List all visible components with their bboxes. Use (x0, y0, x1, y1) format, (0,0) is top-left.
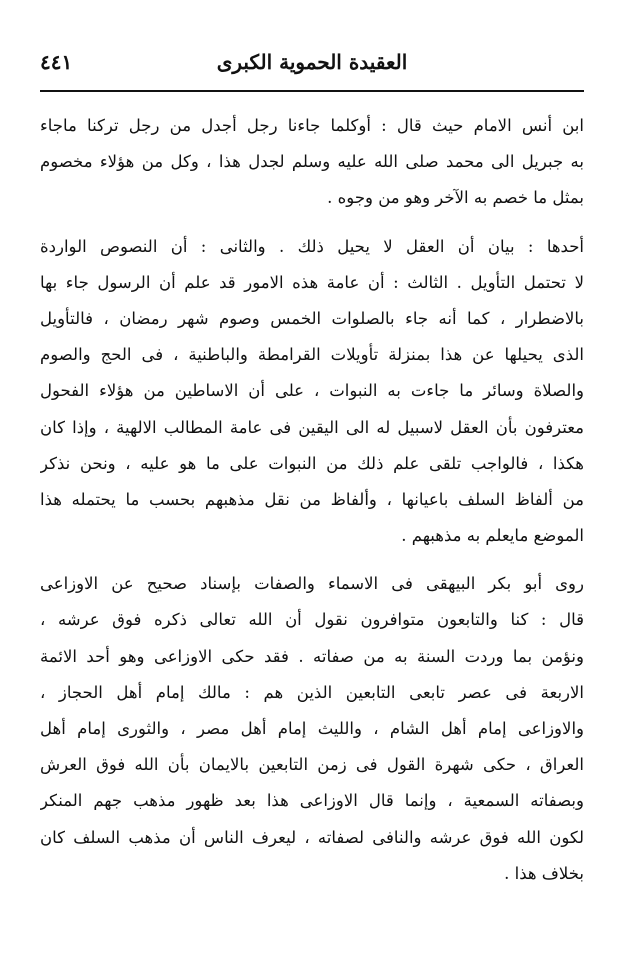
text-line: والصلاة وسائر ما جاءت به النبوات ، على أن الاساطين من هؤلاء الفحول (40, 381, 584, 401)
paragraph-3 (40, 566, 584, 892)
text-line: ونؤمن بما وردت السنة به من صفاته . فقد حكى الاوزاعى وهو أحد الائمة (40, 646, 584, 666)
paragraph-1 (40, 108, 584, 217)
text-line: لا تحتمل التأويل . الثالث : أن عامة هذه الامور قد علم أن الرسول جاء بها (40, 272, 584, 292)
text-line: هكذا ، فالواجب تلقى علم ذلك من النبوات على ما هو عليه ، ونحن نذكر (40, 453, 584, 473)
text-line: أحدها : بيان أن العقل لا يحيل ذلك . والثانى : أن النصوص الواردة (40, 236, 584, 256)
text-line: بالاضطرار ، كما أنه جاء بالصلوات الخمس وصوم شهر رمضان ، فالتأويل (40, 308, 584, 328)
text-line: لكون الله فوق عرشه والنافى لصفاته ، ليعرف الناس أن مذهب السلف كان (40, 827, 584, 847)
text-line: روى أبو بكر البيهقى فى الاسماء والصفات بإسناد صحيح عن الاوزاعى (40, 574, 584, 594)
text-line: الاربعة فى عصر تابعى التابعين الذين هم : مالك إمام أهل الحجاز ، (40, 682, 584, 702)
text-line: الذى يحيلها عن هذا بمنزلة تأويلات القرامطة والباطنية ، فى الحج والصوم (40, 345, 584, 365)
text-line: العراق ، حكى شهرة القول فى زمن التابعين بالايمان بأن الله فوق العرش (40, 755, 584, 775)
page-body (40, 108, 584, 904)
text-line: ابن أنس الامام حيث قال : أوكلما جاءنا رجل أجدل من رجل تركنا ماجاء (40, 116, 584, 135)
text-line: الموضع مايعلم به مذهبهم . (401, 526, 584, 546)
page-number: ٤٤١ (40, 50, 73, 74)
text-line: والاوزاعى إمام أهل الشام ، والليث إمام أهل مصر ، والثورى إمام أهل (40, 719, 584, 738)
text-line: وبصفاته السمعية ، وإنما قال الاوزاعى هذا بعد ظهور مذهب جهم المنكر (40, 791, 584, 811)
text-line: قال : كنا والتابعون متوافرون نقول أن الله تعالى ذكره فوق عرشه ، (40, 610, 584, 630)
text-line: من ألفاظ السلف باعيانها ، وألفاظ من نقل مذهبهم بحسب ما يحتمله هذا (40, 489, 584, 509)
paragraph-2 (40, 229, 584, 555)
text-line: به جبريل الى محمد صلى الله عليه وسلم لجدل هذا ، وكل من هؤلاء مخصوم (40, 152, 584, 172)
running-title: العقيدة الحموية الكبرى (216, 50, 408, 74)
header-rule (40, 90, 584, 92)
text-line: بخلاف هذا . (504, 863, 584, 883)
text-line: بمثل ما خصم به الآخر وهو من وجوه . (327, 188, 584, 208)
page-header (40, 40, 584, 84)
text-line: معترفون بأن العقل لاسبيل له الى اليقين فى عامة المطالب الالهية ، وإذا كان (40, 417, 584, 437)
